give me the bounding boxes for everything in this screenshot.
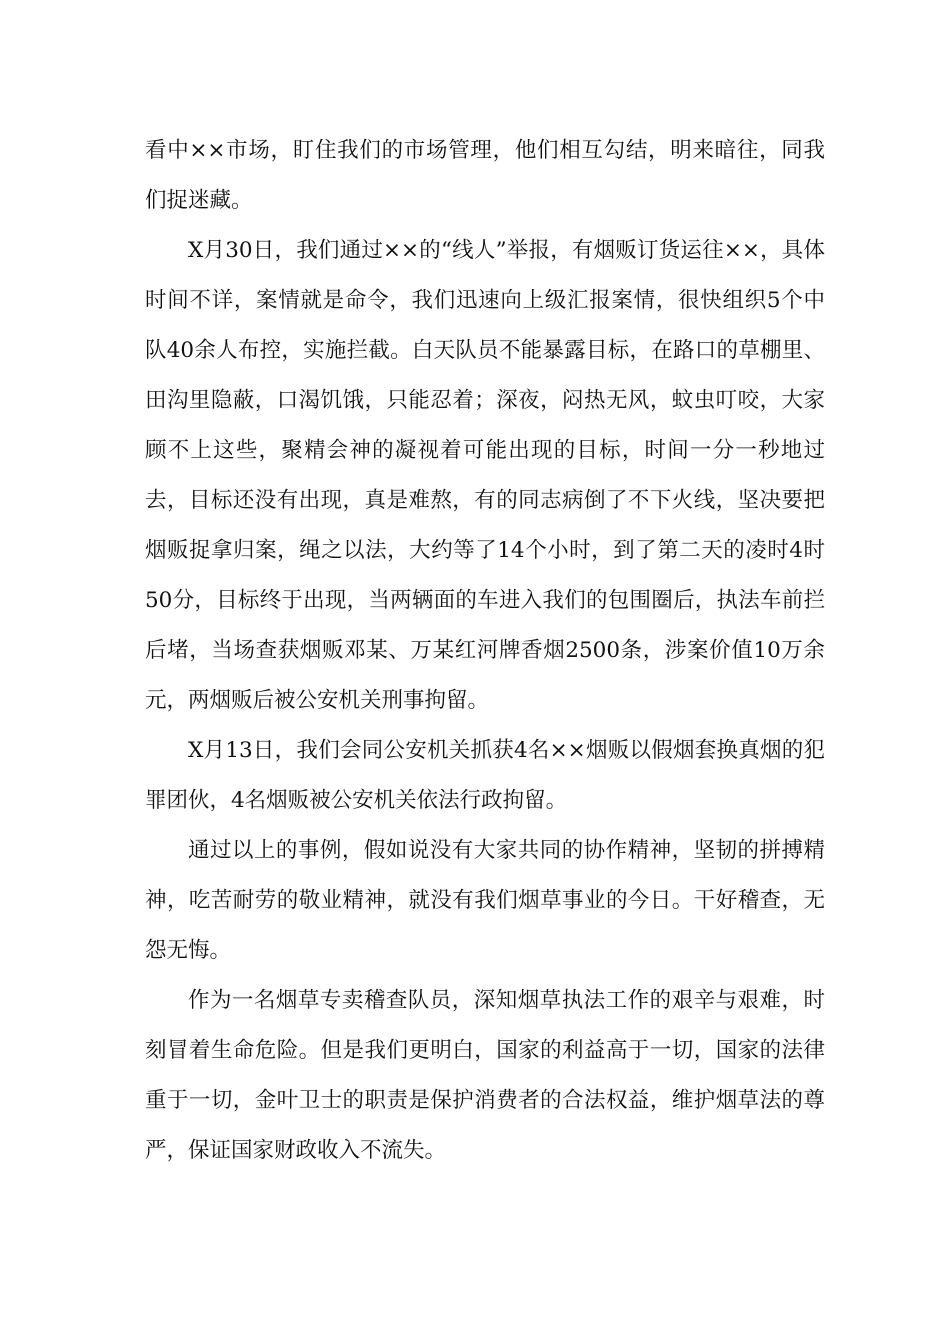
paragraph-interception-case: X月30日，我们通过××的“线人”举报，有烟贩订货运往××，具体时间不详，案情就是命令，我们迅速向上级汇报案情，很快组织5个中队40余人布控，实施拦截。白天队员不能暴露目标，在路口的草棚里、田沟里隐蔽，口渴饥饿，只能忍着；深夜，闷热无风，蚊虫叮咬，大家顾不上这些，聚精会神的凝视着可能出现的目标，时间一分一秒地过去，目标还没有出现，真是难熬，有的同志病倒了不下火线，坚决要把烟贩捉拿归案，绳之以法，大约等了14个小时，到了第二天的凌时4时50分，目标终于出现，当两辆面的车进入我们的包围圈后，执法车前拦后堵，当场查获烟贩邓某、万某红河牌香烟2500条，涉案价值10万余元，两烟贩后被公安机关刑事拘留。 [145,238,825,713]
paragraph-continuation: 看中××市场，盯住我们的市场管理，他们相互勾结，明来暗往，同我们捉迷藏。 [145,138,825,213]
paragraph-gang-case: X月13日，我们会同公安机关抓获4名××烟贩以假烟套换真烟的犯罪团伙，4名烟贩被公安机关依法行政拘留。 [145,738,825,813]
document-body [145,126,825,1176]
paragraph-duty: 作为一名烟草专卖稽查队员，深知烟草执法工作的艰辛与艰难，时刻冒着生命危险。但是我们更明白，国家的利益高于一切，国家的法律重于一切，金叶卫士的职责是保护消费者的合法权益，维护烟草法的尊严，保证国家财政收入不流失。 [145,988,825,1163]
paragraph-team-spirit: 通过以上的事例，假如说没有大家共同的协作精神，坚韧的拼搏精神，吃苦耐劳的敬业精神，就没有我们烟草事业的今日。干好稽查，无怨无悔。 [145,838,825,963]
